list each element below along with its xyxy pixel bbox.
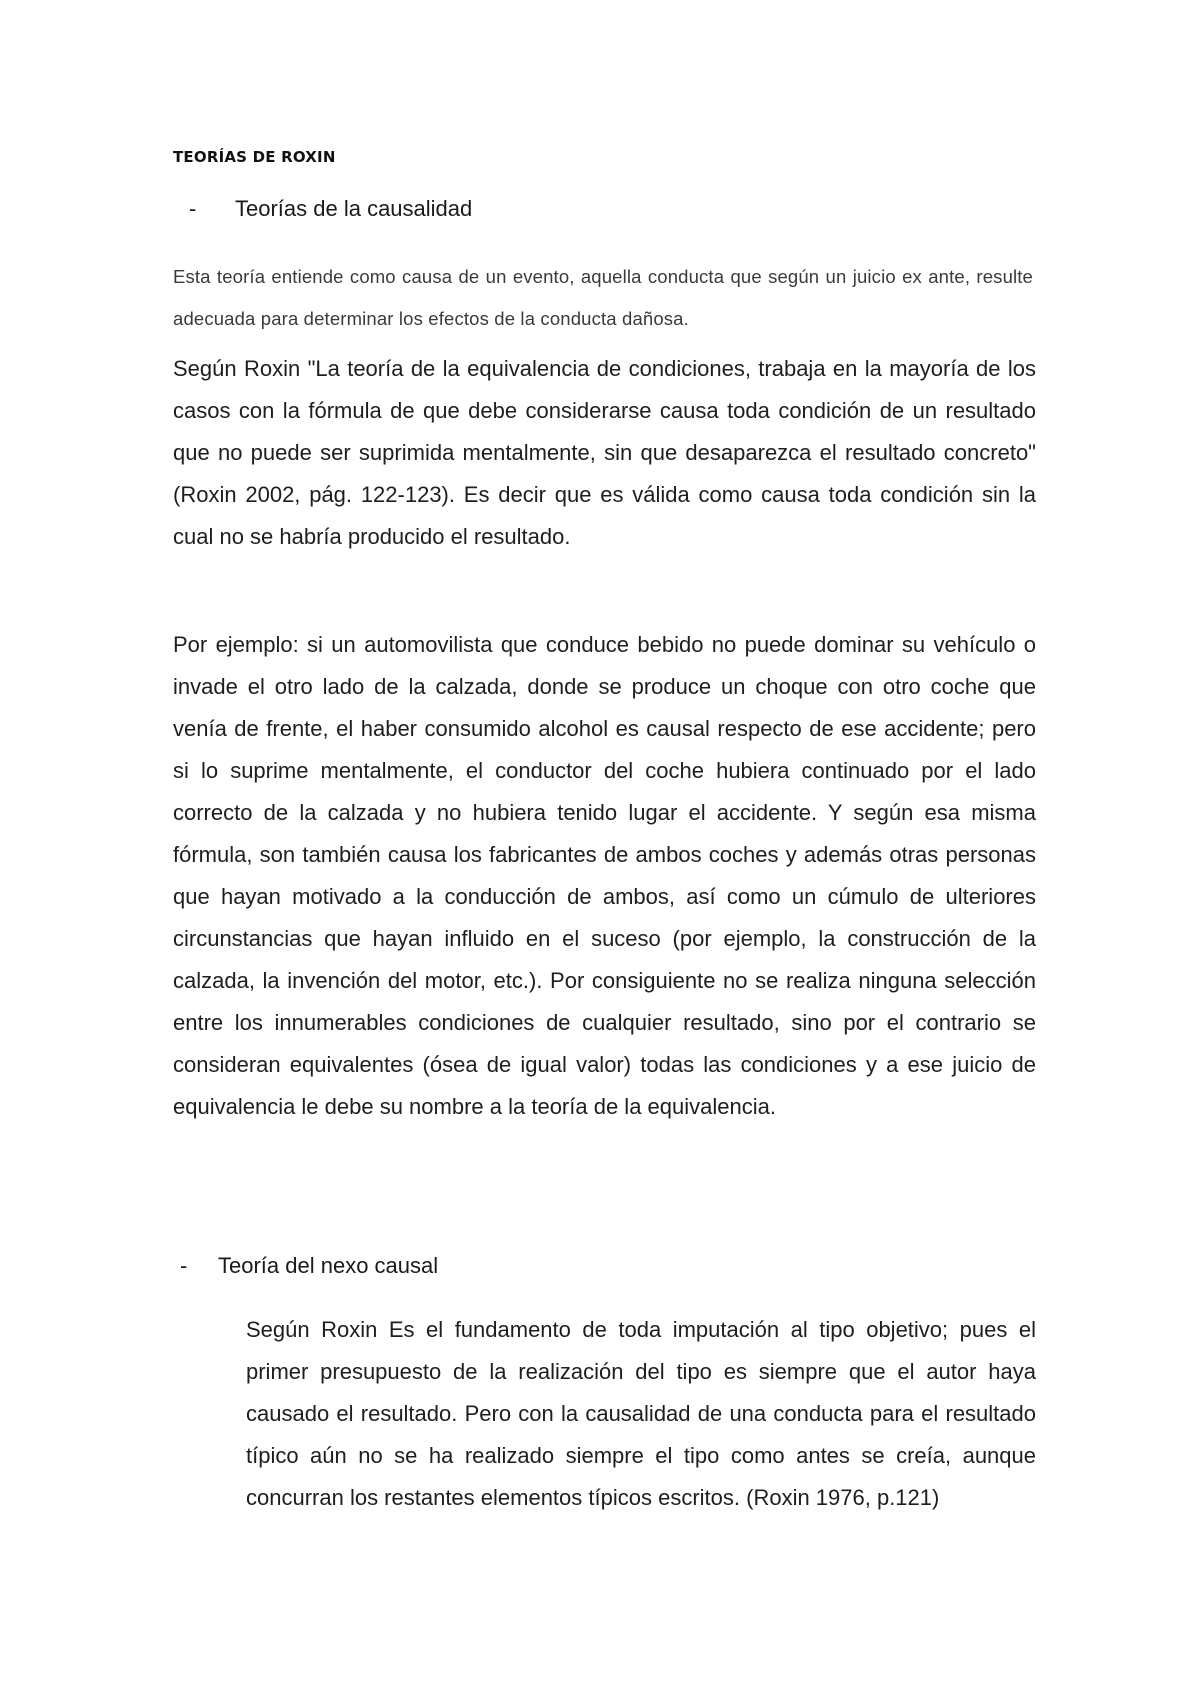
- nexo-causal-paragraph: Según Roxin Es el fundamento de toda imputación al tipo objetivo; pues el primer presupuesto de la realización del tipo es siempre que el autor haya causado el resultado. Pero con la causalidad de una conducta para el resultado típico aún no se ha realizado siempre el tipo como antes se creía, aunque concurran los restantes elementos típicos escritos. (Roxin 1976, p.121): [246, 1317, 1036, 1510]
- bullet-dash: -: [189, 196, 197, 221]
- intro-paragraph: Esta teoría entiende como causa de un evento, aquella conducta que según un juicio ex ante, resulte adecuada para determinar los efectos de la conducta dañosa.: [173, 266, 1033, 329]
- section-heading-label: Teorías de la causalidad: [235, 196, 473, 221]
- section-heading-causalidad: [189, 196, 472, 222]
- section-heading-nexo-causal: [180, 1253, 438, 1279]
- document-title: TEORÍAS DE ROXIN: [173, 148, 336, 166]
- bullet-dash: -: [180, 1253, 188, 1278]
- section-heading-label: Teoría del nexo causal: [218, 1253, 439, 1278]
- example-paragraph: Por ejemplo: si un automovilista que conduce bebido no puede dominar su vehículo o invade el otro lado de la calzada, donde se produce un choque con otro coche que venía de frente, el haber consumido alcohol es causal respecto de ese accidente; pero si lo suprime mentalmente, el conductor del coche hubiera continuado por el lado correcto de la calzada y no hubiera tenido lugar el accidente. Y según esa misma fórmula, son también causa los fabricantes de ambos coches y además otras personas que hayan motivado a la conducción de ambos, así como un cúmulo de ulteriores circunstancias que hayan influido en el suceso (por ejemplo, la construcción de la calzada, la invención del motor, etc.). Por consiguiente no se realiza ninguna selección entre los innumerables condiciones de cualquier resultado, sino por el contrario se consideran equivalentes (ósea de igual valor) todas las condiciones y a ese juicio de equivalencia le debe su nombre a la teoría de la equivalencia.: [173, 632, 1036, 1119]
- roxin-quote-paragraph: Según Roxin "La teoría de la equivalencia de condiciones, trabaja en la mayoría de los casos con la fórmula de que debe considerarse causa toda condición de un resultado que no puede ser suprimida mentalmente, sin que desaparezca el resultado concreto" (Roxin 2002, pág. 122-123). Es decir que es válida como causa toda condición sin la cual no se habría producido el resultado.: [173, 356, 1036, 549]
